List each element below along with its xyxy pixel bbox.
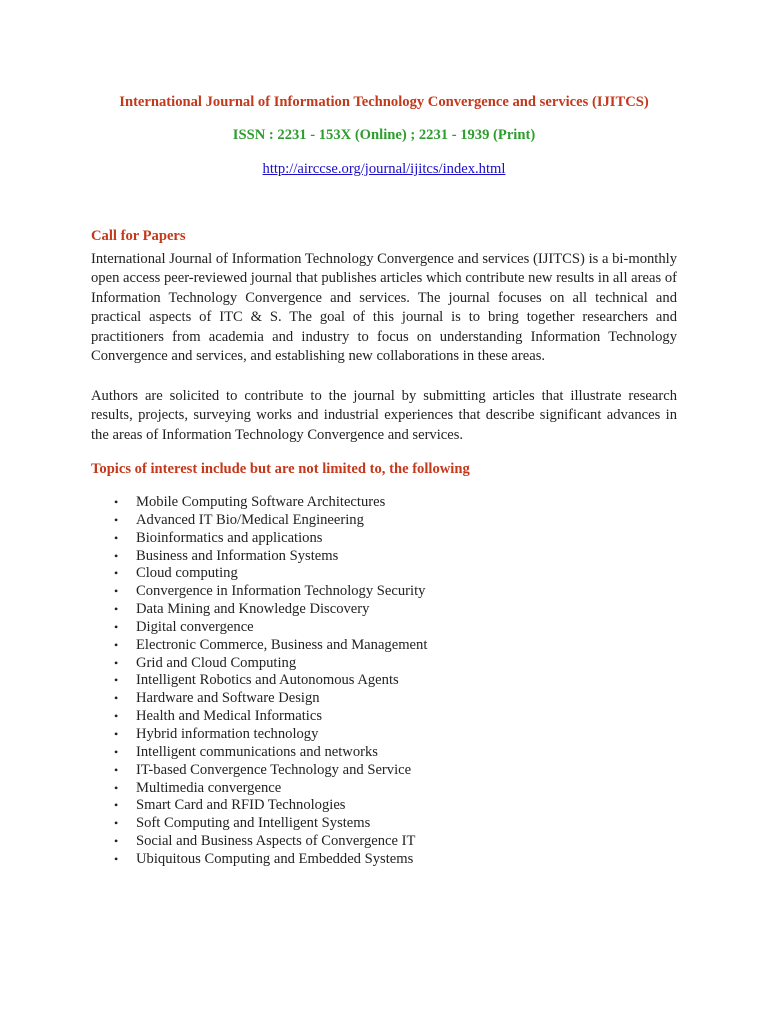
- topic-list-item: [0, 565, 768, 583]
- issn-line: ISSN : 2231 - 153X (Online) ; 2231 - 1939 (Print): [232, 127, 536, 143]
- bullet-icon: •: [114, 530, 119, 545]
- bullet-icon: •: [114, 798, 119, 813]
- bullet-icon: •: [114, 566, 119, 581]
- topic-list-item: [0, 655, 768, 673]
- topic-label: Business and Information Systems: [136, 547, 339, 564]
- topics-list: [0, 494, 768, 869]
- bullet-icon: •: [114, 584, 119, 599]
- topic-label: Intelligent Robotics and Autonomous Agents: [136, 672, 399, 689]
- topic-list-item: [0, 708, 768, 726]
- topic-list-item: [0, 494, 768, 512]
- topic-label: Multimedia convergence: [136, 779, 282, 796]
- topic-label: Intelligent communications and networks: [136, 743, 378, 760]
- call-for-papers-paragraph-2: Authors are solicited to contribute to the journal by submitting articles that illustrate research results, projects, surveying works and industrial experiences that describe significant advances in the areas of Information Technology Convergence and services.: [91, 388, 677, 443]
- call-for-papers-heading: Call for Papers: [91, 228, 186, 244]
- topic-label: Convergence in Information Technology Security: [136, 583, 426, 600]
- bullet-icon: •: [114, 834, 119, 849]
- bullet-icon: •: [114, 816, 119, 831]
- topic-label: Data Mining and Knowledge Discovery: [136, 601, 370, 618]
- topic-label: Grid and Cloud Computing: [136, 654, 297, 671]
- bullet-icon: •: [114, 637, 119, 652]
- topic-list-item: [0, 797, 768, 815]
- bullet-icon: •: [114, 495, 119, 509]
- bullet-icon: •: [114, 744, 119, 759]
- topic-label: Soft Computing and Intelligent Systems: [136, 815, 371, 832]
- topic-label: Bioinformatics and applications: [136, 529, 323, 546]
- topic-list-item: [0, 619, 768, 637]
- topic-label: Social and Business Aspects of Convergence IT: [136, 833, 416, 850]
- bullet-icon: •: [114, 691, 119, 706]
- topic-list-item: [0, 530, 768, 548]
- topics-heading: Topics of interest include but are not limited to, the following: [91, 461, 470, 477]
- topic-list-item: [0, 601, 768, 619]
- bullet-icon: •: [114, 619, 119, 634]
- topic-label: Ubiquitous Computing and Embedded Systems: [136, 850, 414, 867]
- topic-list-item: [0, 833, 768, 851]
- topic-label: Hardware and Software Design: [136, 690, 320, 707]
- journal-url-link[interactable]: http://airccse.org/journal/ijitcs/index.html: [262, 161, 506, 177]
- bullet-icon: •: [114, 602, 119, 617]
- topic-list-item: [0, 690, 768, 708]
- topic-label: Mobile Computing Software Architectures: [136, 494, 386, 510]
- topic-label: Smart Card and RFID Technologies: [136, 797, 346, 814]
- bullet-icon: •: [114, 709, 119, 724]
- topic-label: Electronic Commerce, Business and Management: [136, 636, 428, 653]
- topic-list-item: [0, 762, 768, 780]
- topic-list-item: [0, 851, 768, 869]
- bullet-icon: •: [114, 780, 119, 795]
- bullet-icon: •: [114, 673, 119, 688]
- topic-list-item: [0, 672, 768, 690]
- topic-label: Digital convergence: [136, 618, 254, 635]
- topic-label: Hybrid information technology: [136, 725, 319, 742]
- journal-url-line: [0, 159, 768, 179]
- topic-list-item: [0, 512, 768, 530]
- topic-list-item: [0, 815, 768, 833]
- bullet-icon: •: [114, 851, 119, 866]
- topic-label: Cloud computing: [136, 565, 238, 582]
- bullet-icon: •: [114, 655, 119, 670]
- topic-list-item: [0, 583, 768, 601]
- topic-list-item: [0, 637, 768, 655]
- topic-label: Advanced IT Bio/Medical Engineering: [136, 511, 364, 528]
- journal-title: International Journal of Information Technology Convergence and services (IJITCS): [119, 94, 649, 110]
- bullet-icon: •: [114, 548, 119, 563]
- bullet-icon: •: [114, 512, 119, 527]
- bullet-icon: •: [114, 726, 119, 741]
- bullet-icon: •: [114, 762, 119, 777]
- call-for-papers-paragraph-1: International Journal of Information Technology Convergence and services (IJITCS) is a bi-monthly open access peer-reviewed journal that publishes articles which contribute new results in all areas of Information Technology Convergence and services. The journal focuses on all technical and practical aspects of ITC & S. The goal of this journal is to bring together researchers and practitioners from academia and industry to focus on understanding Information Technology Convergence and services, and establishing new collaborations in these areas.: [91, 251, 677, 365]
- topic-label: IT-based Convergence Technology and Service: [136, 761, 412, 778]
- topic-list-item: [0, 780, 768, 798]
- topic-label: Health and Medical Informatics: [136, 708, 322, 725]
- topic-list-item: [0, 744, 768, 762]
- topic-list-item: [0, 548, 768, 566]
- topic-list-item: [0, 726, 768, 744]
